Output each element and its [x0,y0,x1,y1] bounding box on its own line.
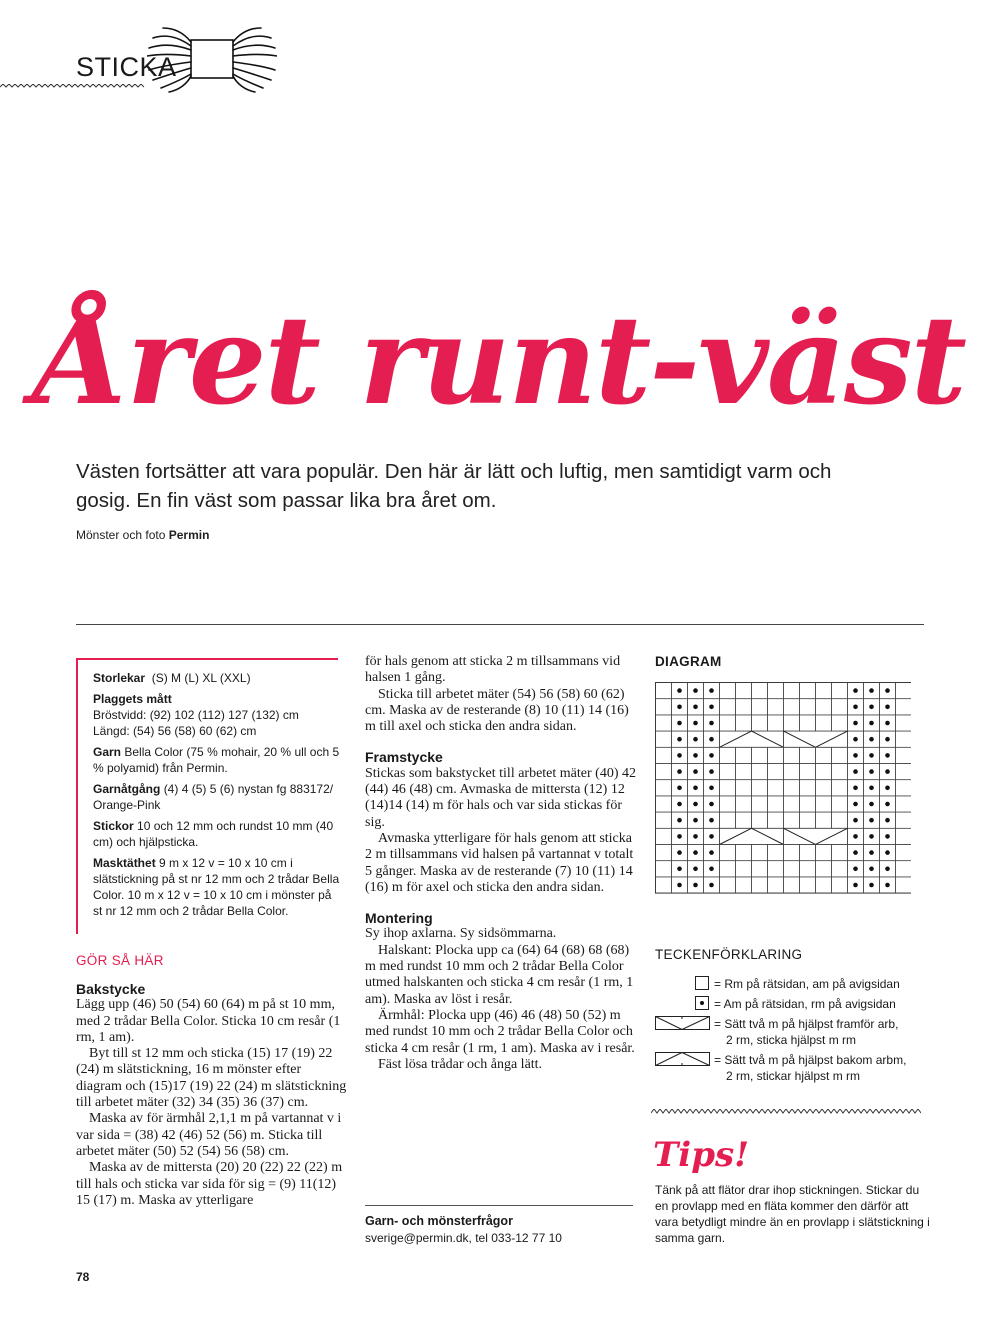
back-piece-section [76,981,348,1209]
info-box-left-bar [76,658,78,934]
purl-dot [677,753,682,758]
purl-dot [869,705,874,710]
legend-text: = Rm på rätsidan, am på avigsidan [714,977,900,991]
purl-dot [677,850,682,855]
purl-dot [709,737,714,742]
purl-dot [693,883,698,888]
purl-dot [693,818,698,823]
purl-dot [885,818,890,823]
legend-list [655,975,945,1087]
bust-row: Bröstvidd: (92) 102 (112) 127 (132) cm [93,708,299,722]
info-box-top-bar [76,658,338,660]
back-paragraph-6: Sticka till arbetet mäter (54) 56 (58) 60 (62) cm. Maska av de resterande (8) 10 (11) 14 (16) m till axel och sticka den andra sidan. [365,686,629,735]
legend-item [655,975,945,995]
credit-line [76,528,209,542]
page-number: 78 [76,1270,90,1284]
contact-divider [365,1205,633,1206]
purl-dot [677,769,682,774]
howto-heading: GÖR SÅ HÄR [76,953,164,968]
section-label: STICKA [76,52,177,82]
gauge-label: Masktäthet [93,856,156,870]
purl-dot [885,721,890,726]
tips-text: Tänk på att flätor drar ihop stickningen. Stickar du en provlapp med en fläta kommer den därför att vara betydligt mindre än en provlapp i slätstickning i samma garn. [655,1183,930,1245]
cable-front-icon [655,1016,710,1030]
header-zigzag-rule [0,84,146,90]
needles-value: 10 och 12 mm och rundst 10 mm (40 cm) och hjälpsticka. [93,819,334,849]
sizes-row [93,670,343,686]
section-divider [76,624,924,625]
purl-dot [693,834,698,839]
back-paragraph-1: Lägg upp (46) 50 (54) 60 (64) m på st 10 mm, med 2 trådar Bella Color. Sticka 10 cm resår (1 rm, 1 am). [76,997,341,1045]
front-paragraph-2: Avmaska ytterligare för hals genom att sticka 2 m tillsammans vid halsen på vartannat v totalt 5 gånger. Maska av de resterande (7) 10 (11) 14 (16) m för axel och sticka den andra sidan. [365,830,634,895]
purl-dot [853,737,858,742]
purl-dot [885,786,890,791]
legend-title: TECKENFÖRKLARING [655,947,803,962]
purl-dot [885,802,890,807]
sizes-value: (S) M (L) XL (XXL) [151,671,251,685]
usage-row [93,781,343,813]
legend-text-2: 2 rm, stickar hjälpst m rm [726,1069,861,1083]
purl-dot [677,883,682,888]
legend-text: = Sätt två m på hjälpst framför arb, [714,1017,899,1031]
purl-dot [853,834,858,839]
purl-dot [677,737,682,742]
purl-dot [677,786,682,791]
purl-dot [853,753,858,758]
legend-text-2: 2 rm, sticka hjälpst m rm [726,1033,857,1047]
legend-item [655,995,945,1015]
purl-dot [853,688,858,693]
purl-dot [853,867,858,872]
yarn-row [93,744,343,776]
purl-dot [869,786,874,791]
purl-dot [677,867,682,872]
purl-dot [869,818,874,823]
purl-dot [869,883,874,888]
purl-dot [869,737,874,742]
purl-dot [885,688,890,693]
yarn-label: Garn [93,745,122,759]
purl-dot [869,769,874,774]
assembly-paragraph-3: Ärmhål: Plocka upp (46) 46 (48) 50 (52) m med rundst 10 mm och 2 trådar Bella Color och sticka 4 cm resår (1 rm, 1 am). Maska av i resår. [365,1007,635,1056]
back-paragraph-2: Byt till st 12 mm och sticka (15) 17 (19) 22 (24) m slätstickning, 16 m mönster efter diagram och (15)17 (19) 22 (24) m slätstickning till arbetet mäter (32) 34 (35) 36 (37) cm. [76,1046,347,1111]
purl-dot [709,802,714,807]
dot-square-icon [695,996,709,1010]
purl-dot [853,850,858,855]
purl-dot [709,834,714,839]
purl-dot [693,786,698,791]
purl-dot [693,753,698,758]
assembly-heading: Montering [365,910,433,927]
purl-dot [853,883,858,888]
column-two [365,654,637,1073]
legend-text: = Am på rätsidan, rm på avigsidan [714,997,896,1011]
back-paragraph-3: Maska av för ärmhål 2,1,1 m på vartannat v i var sida = (38) 42 (46) 52 (56) m. Sticka till arbetet mäter (50) 52 (54) 56 (58) cm. [76,1111,342,1159]
assembly-paragraph-4: Fäst lösa trådar och ånga lätt. [378,1056,543,1072]
purl-dot [709,883,714,888]
legend-text: = Sätt två m på hjälpst bakom arbm, [714,1053,907,1067]
purl-dot [869,753,874,758]
needles-row [93,818,343,850]
purl-dot [677,705,682,710]
purl-dot [869,802,874,807]
purl-dot [885,753,890,758]
purl-dot [869,867,874,872]
purl-dot [693,867,698,872]
purl-dot [885,883,890,888]
usage-label: Garnåtgång [93,782,161,796]
purl-dot [677,721,682,726]
back-paragraph-5: för hals genom att sticka 2 m tillsammans vid halsen 1 gång. [365,654,621,686]
credit-name: Permin [168,528,210,542]
purl-dot [853,818,858,823]
purl-dot [853,705,858,710]
credit-prefix: Mönster och foto [76,528,166,542]
purl-dot [709,818,714,823]
purl-dot [677,818,682,823]
purl-dot [709,867,714,872]
purl-dot [709,705,714,710]
purl-dot [869,850,874,855]
intro-text: Västen fortsätter att vara populär. Den här är lätt och luftig, men samtidigt varm och gosig. En fin väst som passar lika bra året om. [76,460,832,512]
assembly-paragraph-2: Halskant: Plocka upp ca (64) 64 (68) 68 (68) m med rundst 10 mm och 2 trådar Bella Color utmed halskanten och sticka 4 cm resår (1 rm, 1 am). Maska av löst i resår. [365,942,634,1007]
purl-dot [693,721,698,726]
purl-dot [693,705,698,710]
purl-dot [885,705,890,710]
purl-dot [885,737,890,742]
legend-item [655,1015,945,1051]
page-title: Året runt-väst [33,288,966,432]
needles-label: Stickor [93,819,134,833]
front-heading: Framstycke [365,749,443,766]
back-paragraph-4: Maska av de mittersta (20) 20 (22) 22 (22) m till hals och sticka var sida för sig = (9) 11(12) 15 (17) m. Maska av ytterligare [76,1160,343,1208]
purl-dot [709,721,714,726]
purl-dot [709,850,714,855]
purl-dot [709,769,714,774]
contact-text: sverige@permin.dk, tel 033-12 77 10 [365,1231,562,1245]
purl-dot [693,850,698,855]
front-paragraph-1: Stickas som bakstycket till arbetet mäter (40) 42 (44) 46 (48) cm. Avmaska de mittersta (12) 12 (14)14 (14) m för hals och var sida stickas för sig. [365,765,636,830]
purl-dot [677,688,682,693]
purl-dot [885,850,890,855]
purl-dot [677,802,682,807]
tips-zigzag-rule [651,1109,921,1117]
yarn-skein-icon [147,26,277,94]
cable-back-icon [655,1052,710,1066]
usage-value: (4) 4 (5) 5 (6) nystan fg 883172/ Orange-Pink [93,782,334,812]
purl-dot [677,834,682,839]
empty-square-icon [695,976,709,990]
purl-dot [869,834,874,839]
gauge-value: 9 m x 12 v = 10 x 10 cm i slätstickning på st nr 12 mm och 2 trådar Bella Color. 10 m x 12 v = 10 x 10 cm i mönster på st nr 12 mm och 2 trådar Bella Color. [93,856,340,918]
purl-dot [853,721,858,726]
purl-dot [693,769,698,774]
purl-dot [709,688,714,693]
measures-label: Plaggets mått [93,692,172,706]
yarn-value: Bella Color (75 % mohair, 20 % ull och 5 % polyamid) från Permin. [93,745,340,775]
contact-block [365,1213,562,1247]
legend-item [655,1051,945,1087]
back-heading: Bakstycke [76,981,146,997]
sizes-label: Storlekar [93,671,146,685]
purl-dot [853,802,858,807]
purl-dot [709,753,714,758]
diagram-title: DIAGRAM [655,654,722,669]
tips-title: Tips! [653,1135,750,1175]
purl-dot [869,688,874,693]
assembly-paragraph-1: Sy ihop axlarna. Sy sidsömmarna. [365,926,557,942]
measures-row [93,691,343,707]
purl-dot [693,737,698,742]
knitting-diagram [655,682,911,906]
purl-dot [885,769,890,774]
purl-dot [885,867,890,872]
purl-dot [709,786,714,791]
purl-dot [885,834,890,839]
length-row: Längd: (54) 56 (58) 60 (62) cm [93,724,257,738]
purl-dot [853,769,858,774]
purl-dot [693,802,698,807]
gauge-row [93,855,343,919]
purl-dot [853,786,858,791]
purl-dot [693,688,698,693]
contact-heading: Garn- och mönsterfrågor [365,1214,513,1228]
purl-dot [869,721,874,726]
